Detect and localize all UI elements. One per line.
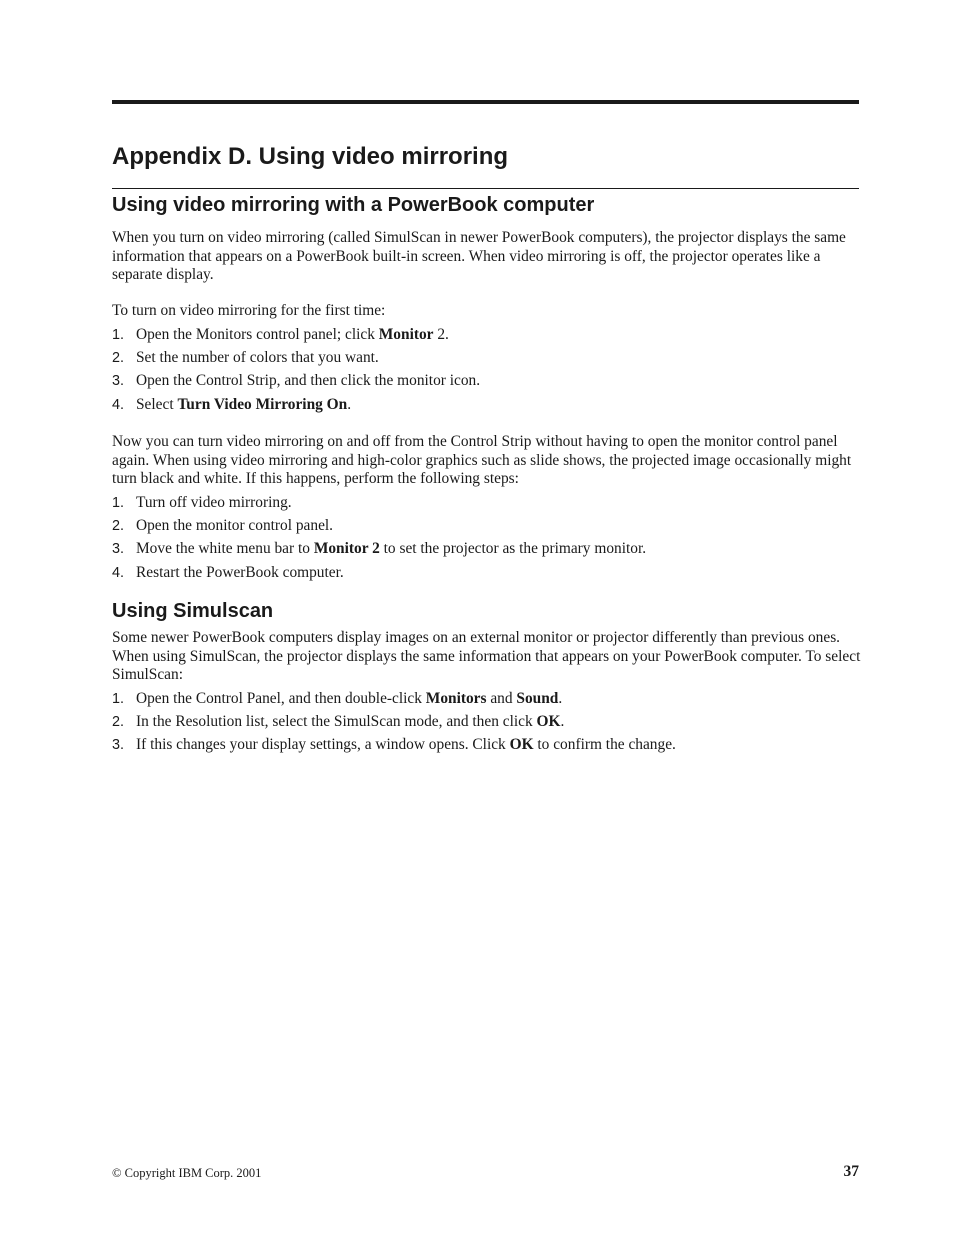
step-number: 4. <box>112 396 125 413</box>
step-bold-text: OK <box>509 736 534 754</box>
simulscan-paragraph: Some newer PowerBook computers display images on an external monitor or projector differently than previous ones. When using SimulScan, the projector displays the same information that appears on your PowerBook computer. To select SimulScan: <box>112 629 861 683</box>
step-text: Set the number of colors that you want. <box>136 349 379 367</box>
copyright-notice: © Copyright IBM Corp. 2001 <box>112 1166 262 1180</box>
chapter-rule <box>112 100 859 104</box>
step-number: 2. <box>112 714 125 731</box>
section-title-simulscan: Using Simulscan <box>112 600 274 622</box>
step-number: 1. <box>112 691 125 707</box>
list-item <box>112 396 862 419</box>
steps-list-first-time <box>112 326 862 419</box>
first-time-lead: To turn on video mirroring for the first time: <box>112 302 386 319</box>
steps-list-troubleshoot <box>112 494 862 587</box>
step-text-end: . <box>347 395 352 413</box>
section-title-powerbook: Using video mirroring with a PowerBook computer <box>112 194 595 216</box>
list-item <box>112 690 862 713</box>
step-text: Turn off video mirroring. <box>136 494 292 511</box>
step-text: Open the Control Panel, and then double-click <box>136 690 426 707</box>
step-text-end: . <box>558 690 563 707</box>
step-text: Open the Control Strip, and then click the monitor icon. <box>136 372 481 390</box>
step-text: Restart the PowerBook computer. <box>136 563 344 581</box>
step-text: Open the monitor control panel. <box>136 517 334 535</box>
section-rule <box>112 188 859 189</box>
list-item <box>112 517 862 540</box>
step-number: 1. <box>112 495 125 511</box>
step-bold-text: Monitor 2 <box>313 540 380 558</box>
mirroring-paragraph: Now you can turn video mirroring on and off from the Control Strip without having to open the monitor control panel again. When using video mirroring and high-color graphics such as slide shows, the projected image occasionally might turn black and white. If this happens, perform the following steps: <box>112 433 852 487</box>
step-number: 4. <box>112 564 125 581</box>
step-number: 1. <box>112 327 125 343</box>
list-item <box>112 372 862 395</box>
intro-paragraph: When you turn on video mirroring (called SimulScan in newer PowerBook computers), the projector displays the same information that appears on a PowerBook built-in screen. When video mirroring is off, the projector operates like a separate display. <box>112 229 846 283</box>
steps-list-simulscan <box>112 690 862 760</box>
step-text-end: . <box>560 713 565 731</box>
step-bold-text: Monitors <box>425 690 487 707</box>
list-item <box>112 540 862 563</box>
chapter-title: Appendix D. Using video mirroring <box>112 143 509 170</box>
step-bold-text: Turn Video Mirroring On <box>177 395 348 413</box>
step-text-end: to set the projector as the primary monitor. <box>379 540 647 558</box>
list-item <box>112 564 862 587</box>
list-item <box>112 736 862 759</box>
step-text: Move the white menu bar to <box>136 540 314 558</box>
step-bold-text: Monitor <box>378 326 434 343</box>
step-text-end: to confirm the change. <box>533 736 676 754</box>
page-number: 37 <box>843 1163 859 1180</box>
step-number: 2. <box>112 518 125 535</box>
step-bold-text: OK <box>536 713 561 731</box>
step-text: If this changes your display settings, a window opens. Click <box>136 736 510 754</box>
step-text-end: 2. <box>433 326 449 343</box>
step-number: 3. <box>112 373 125 390</box>
step-text: In the Resolution list, select the SimulScan mode, and then click <box>136 713 537 731</box>
list-item <box>112 349 862 372</box>
step-number: 2. <box>112 350 125 367</box>
step-text: Open the Monitors control panel; click <box>136 326 379 343</box>
step-text: Select <box>136 395 178 413</box>
list-item <box>112 494 862 517</box>
step-text-mid: and <box>486 690 517 707</box>
step-bold-text-2: Sound <box>516 690 559 707</box>
list-item <box>112 326 862 349</box>
step-number: 3. <box>112 737 125 754</box>
list-item <box>112 713 862 736</box>
step-number: 3. <box>112 541 125 558</box>
